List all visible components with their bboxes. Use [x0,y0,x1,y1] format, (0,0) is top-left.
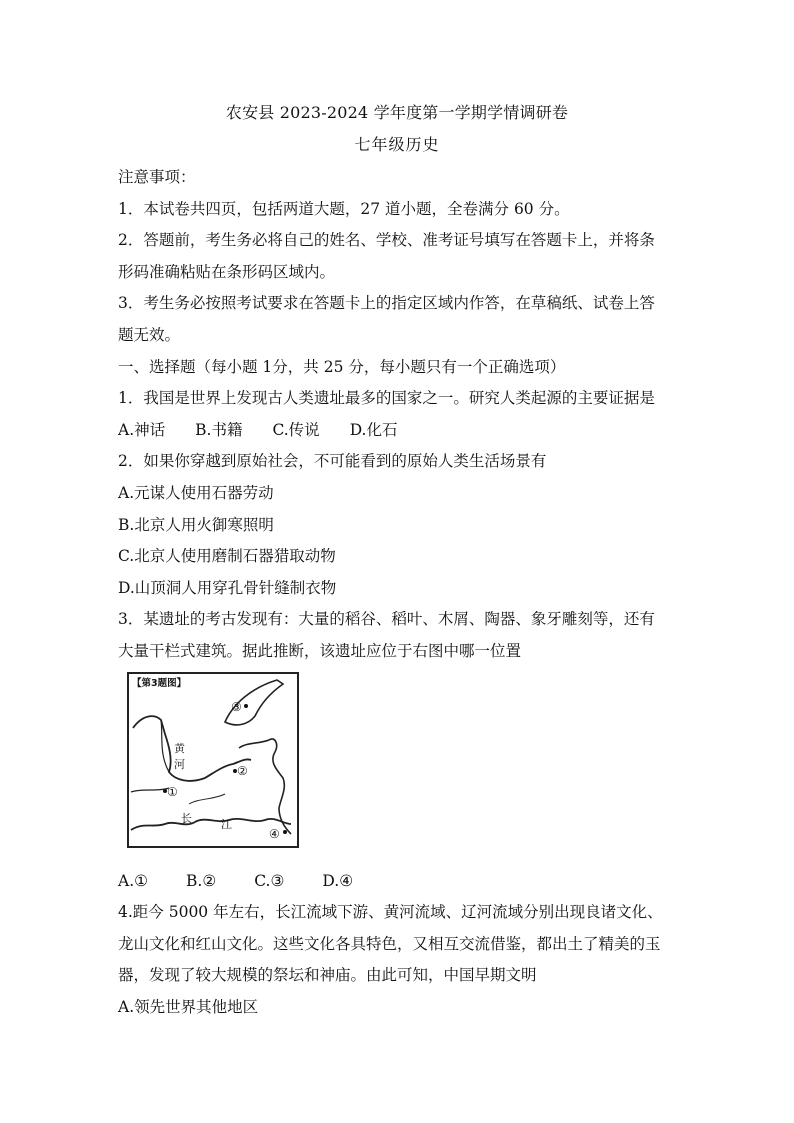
q1-stem: 1．我国是世界上发现古人类遗址最多的国家之一。研究人类起源的主要证据是 [118,389,655,408]
q3-stem: 大量干栏式建筑。据此推断，该遗址应位于右图中哪一位置 [118,641,522,660]
map-site-dot [283,830,287,834]
map-marker-3: ③ [231,700,242,714]
q2-option-c: C.北京人使用磨制石器猎取动物 [118,547,336,566]
q3-options [118,866,391,898]
notice-item: 形码准确粘贴在条形码区域内。 [118,262,336,281]
q2-option-d: D.山顶洞人用穿孔骨针缝制衣物 [118,578,337,597]
map-marker-4: ④ [269,827,280,841]
q2-option-a: A.元谋人使用石器劳动 [118,483,274,502]
q1-option-a: A.神话 [118,420,166,439]
map-river-label: 长 [181,812,192,825]
q3-option-b: B.② [186,872,217,890]
map-river [189,794,225,804]
q4-stem: 4.距今 5000 年左右，长江流域下游、黄河流域、辽河流域分别出现良诸文化、 [118,903,663,921]
q3-stem: 3．某遗址的考古发现有：大量的稻谷、稻叶、木屑、陶器、象牙雕刻等，还有 [118,610,655,629]
q3-map [127,672,299,848]
q3-option-d: D.④ [322,872,354,890]
q4-block [118,897,698,1023]
q4-stem: 器，发现了较大规模的祭坛和神庙。由此可知，中国早期文明 [118,966,537,985]
notice-item: 3．考生务必按照考试要求在答题卡上的指定区域内作答，在草稿纸、试卷上答 [118,294,655,313]
map-yangtze-river [131,819,291,830]
notice-item: 2．答题前，考生务必将自己的姓名、学校、准考证号填写在答题卡上，并将条 [118,231,655,250]
notice-item: 题无效。 [118,325,181,344]
section-heading: 一、选择题（每小题 1分，共 25 分，每小题只有一个正确选项） [118,357,566,376]
map-site-dot [244,704,248,708]
q2-stem: 2．如果你穿越到原始社会，不可能看到的原始人类生活场景有 [118,452,547,471]
q1-options [118,415,698,447]
map-river-label: 黄 [174,742,185,755]
map-label: 【第3题图】 [132,678,187,689]
q4-option-a: A.领先世界其他地区 [118,997,259,1016]
q3-option-c: C.③ [254,872,285,890]
exam-title: 农安县 2023-2024 学年度第一学期学情调研卷 [225,103,569,122]
q1-option-b: B.书籍 [195,420,243,439]
map-river-label: 江 [221,818,232,831]
map-marker-1: ① [167,785,178,799]
exam-subtitle: 七年级历史 [354,135,440,154]
q1-option-d: D.化石 [349,420,398,439]
q2-option-b: B.北京人用火御寒照明 [118,515,274,534]
map-river-label: 河 [174,758,185,771]
notice-heading: 注意事项： [118,168,196,186]
q3-option-a: A.① [118,872,149,890]
q1-option-c: C.传说 [272,420,320,439]
q4-stem: 龙山文化和红山文化。这些文化各具特色，又相互交流借鉴，都出土了精美的玉 [118,934,661,953]
map-marker-2: ② [237,764,248,778]
notice-item: 1．本试卷共四页，包括两道大题，27 道小题，全卷满分 60 分。 [118,199,570,218]
exam-body [118,162,698,668]
map-figure [129,674,297,846]
